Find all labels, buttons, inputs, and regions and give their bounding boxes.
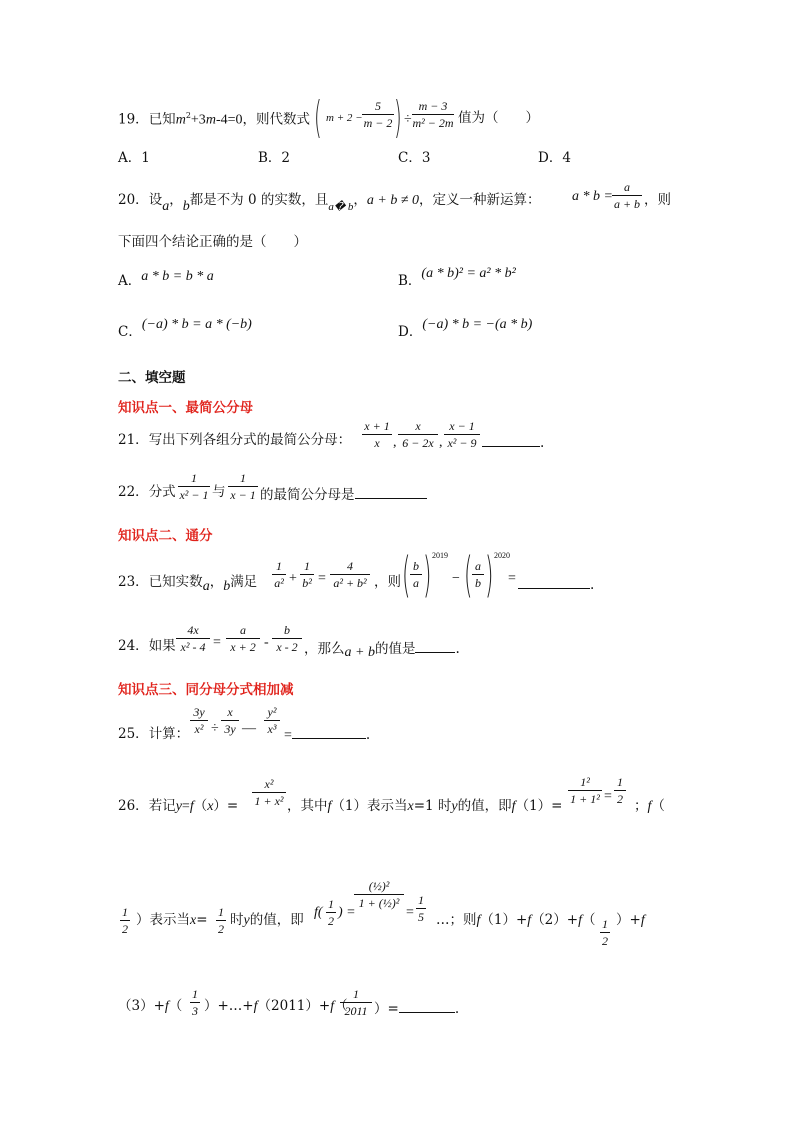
q24-frac-2 <box>226 624 260 653</box>
q25-frac-1 <box>190 706 208 735</box>
q21-sep-2: , <box>439 435 443 450</box>
q22-number: 22． <box>118 484 149 500</box>
q24-blank[interactable] <box>415 640 455 653</box>
q23-number: 23． <box>118 574 149 590</box>
q24-frac-2-num: a <box>240 623 246 637</box>
q19-cond-plus: +3 <box>190 112 206 128</box>
q19-paren-inner: m + 2 − <box>326 112 363 124</box>
q26-ex-result <box>614 776 626 805</box>
q23-answer <box>518 576 594 593</box>
q22-post-text: 的最简公分母是 <box>260 487 355 503</box>
q26-var-f11: f <box>330 999 335 1014</box>
q23-var-b: b <box>223 579 231 594</box>
q23-eq: = <box>318 571 326 586</box>
q19-option-c: C．3 <box>398 150 431 166</box>
q25-end: . <box>365 727 371 743</box>
q26-var-f8: f <box>640 913 645 928</box>
q26-end: . <box>454 1001 460 1017</box>
q20-optd-label: D． <box>398 324 423 340</box>
q26-half-3 <box>600 918 610 947</box>
q19-option-d: D．4 <box>538 150 571 166</box>
q21-frac-2-den: 6 − 2x <box>402 436 434 450</box>
q26-def-num: x² <box>264 777 274 791</box>
q25-div: ÷ <box>211 721 219 736</box>
q23-frac-c <box>330 560 370 589</box>
q26-ex-den: 1 + 1² <box>570 792 600 806</box>
q26-l3b: （ <box>168 998 183 1014</box>
q26-var-x2: x <box>407 799 414 814</box>
q20-op-num: a <box>624 180 630 194</box>
q20-op-den: a + b <box>613 197 641 211</box>
q21-sep-1: , <box>393 435 397 450</box>
q26-fh-num: (½)² <box>368 879 390 893</box>
q22-frac-1 <box>178 472 210 501</box>
q26-big-den: 2011 <box>344 1004 368 1018</box>
q26-line1-mid <box>287 800 562 814</box>
q25-frac-3 <box>264 706 280 735</box>
q26-var-y2: y <box>451 799 458 814</box>
q24-tail <box>304 640 460 660</box>
q20-cond1: a� b <box>328 201 354 213</box>
q26-fh-rp: ) = <box>338 905 356 920</box>
q19-frac2-num: m − 3 <box>418 99 448 113</box>
q26-var-f: f <box>189 799 194 814</box>
q19-right-paren: ) <box>394 92 402 143</box>
q22-line <box>118 486 176 500</box>
q21-frac-1 <box>362 420 392 449</box>
q26-line2-b <box>230 914 304 928</box>
q23-paren2-left: ( <box>464 547 473 603</box>
q25-frac-2-den: 3y <box>224 722 236 736</box>
q26-fh-r-num: 1 <box>418 893 424 907</box>
q25-pre: 计算： <box>148 726 190 742</box>
q19-exp: 2 <box>185 111 191 120</box>
q26-l3d: （2011）+ <box>257 998 331 1014</box>
q24-number: 24． <box>118 638 149 654</box>
q26-t4: ）表示当 <box>136 912 190 928</box>
q23-frac-b-den: b² <box>302 576 312 590</box>
q23-pow1-num: b <box>413 559 419 573</box>
q23-line: 23．已知实数a，b满足 <box>118 574 258 594</box>
q26-var-f3: f <box>511 799 516 814</box>
q26-var-x: x <box>207 799 214 814</box>
q19-frac1-den: m − 2 <box>363 116 393 130</box>
q23-paren1-right: ) <box>423 547 432 603</box>
q25-frac-1-den: x² <box>194 722 204 736</box>
q26-t2c: =1 时 <box>413 798 452 814</box>
q26-half-2-num: 1 <box>218 905 224 919</box>
q20-option-c <box>118 317 252 340</box>
q21-frac-3-den: x² − 9 <box>447 436 477 450</box>
q24-line <box>118 640 176 654</box>
q23-plus: + <box>289 571 297 586</box>
q21-frac-3 <box>444 420 480 449</box>
q26-fh-lhs: f( <box>314 905 323 920</box>
q24-frac-3 <box>272 624 302 653</box>
q26-line3-c <box>374 1000 459 1017</box>
q26-ex-num: 1² <box>580 775 590 789</box>
q23-pow1-den: a <box>413 576 419 590</box>
q20-op-lhs: a * b = <box>572 189 613 204</box>
q26-half-1-num: 1 <box>122 905 128 919</box>
q26-ex-r-den: 2 <box>617 792 623 806</box>
q25-eq: = <box>284 728 292 743</box>
q26-t6b: （1）+ <box>480 912 528 928</box>
q26-line3-a <box>118 1000 182 1014</box>
q26-var-f6: f <box>527 913 532 928</box>
q20-opta-label: A． <box>118 273 142 289</box>
q26-var-f2: f <box>327 799 332 814</box>
q23-minus: − <box>452 571 460 586</box>
q22-frac-2-den: x − 1 <box>230 488 256 502</box>
q20-comma: ， <box>169 192 183 208</box>
q26-fh-den: 1 + (½)² <box>358 896 400 910</box>
q22-frac-1-den: x² − 1 <box>179 488 209 502</box>
q26-rp-eq: ）= <box>213 798 239 814</box>
q26-half-1 <box>120 906 130 935</box>
q26-t2: ，其中 <box>287 798 328 814</box>
q19-div: ÷ <box>404 112 412 127</box>
q23-paren1-left: ( <box>402 547 411 603</box>
q26-third-num: 1 <box>192 987 198 1001</box>
q23-frac-c-num: 4 <box>347 559 353 573</box>
q24-frac-1 <box>176 624 210 653</box>
q26-half-3-num: 1 <box>602 917 608 931</box>
q20-optb-label: B． <box>398 273 422 289</box>
q21-frac-2 <box>398 420 438 449</box>
q20-op-frac <box>612 181 642 210</box>
q24-frac-2-den: x + 2 <box>230 640 256 654</box>
q26-big-frac <box>340 988 372 1017</box>
q24-frac-3-num: b <box>284 623 290 637</box>
q25-frac-2 <box>221 706 239 735</box>
q21-frac-3-num: x − 1 <box>449 419 475 433</box>
q26-lp: （ <box>193 798 208 814</box>
q25-frac-2-num: x <box>227 705 233 719</box>
q20-text1: 设 <box>148 192 163 208</box>
q26-line1-end <box>634 800 665 814</box>
q23-frac-a-den: a² <box>274 576 284 590</box>
q23-then: ，则 <box>374 574 401 590</box>
q20-number: 20． <box>118 192 149 208</box>
q26-var-y: y <box>175 799 182 814</box>
q26-fh-r-den: 5 <box>418 910 424 924</box>
q20-text3: 定义一种新运算： <box>432 192 541 208</box>
q23-exp2: 2020 <box>494 551 510 560</box>
q26-eq3: = <box>196 912 208 928</box>
q22-blank[interactable] <box>355 486 427 499</box>
q26-fh-frac <box>354 880 404 909</box>
q25-frac-3-den: x³ <box>267 722 277 736</box>
q21-frac-1-num: x + 1 <box>364 419 390 433</box>
q19-var-m: m <box>175 112 186 128</box>
q26-l3a: （3）+ <box>118 998 165 1014</box>
q26-line2-c <box>436 914 595 928</box>
q26-t2b: （1）表示当 <box>331 798 408 814</box>
q24-mid: ，那么 <box>304 641 345 657</box>
q19-var-m2: m <box>205 112 216 128</box>
q21-frac-1-den: x <box>374 436 380 450</box>
q20-cond2: a + b ≠ 0 <box>366 193 420 208</box>
q23-frac-a <box>272 560 286 589</box>
q26-var-f4: f <box>647 799 652 814</box>
q26-var-x3: x <box>190 913 197 928</box>
q26-semicolon: ； <box>634 798 648 814</box>
knowledge-point-2-title: 知识点二、通分 <box>118 528 213 544</box>
knowledge-point-1-title: 知识点一、最简公分母 <box>118 400 253 416</box>
q20-optb-expr: (a * b)² = a² * b² <box>421 266 516 281</box>
q20-comma3: ， <box>419 192 433 208</box>
q21-line <box>118 434 351 448</box>
q20-option-d <box>398 317 533 340</box>
q20-opta-expr: a * b = b * a <box>141 269 214 284</box>
q23-mid: 满足 <box>230 574 258 590</box>
q26-line1-lead <box>118 800 238 814</box>
q26-def-frac <box>252 778 286 807</box>
q22-mid: 与 <box>212 484 226 500</box>
q19-left-paren: ( <box>314 92 322 143</box>
q22-frac-2-num: 1 <box>240 471 246 485</box>
q25-dash: — <box>242 721 256 736</box>
q19-frac2 <box>412 100 454 129</box>
q26-half-1-den: 2 <box>122 922 128 936</box>
section-fill-blank-title: 二、填空题 <box>118 370 186 386</box>
q20-text2: 都是不为 0 的实数，且 <box>189 192 329 208</box>
q26-eq1: = <box>181 799 190 814</box>
q23-exp1: 2019 <box>432 551 448 560</box>
q20-line2: 下面四个结论正确的是（ ） <box>118 234 307 250</box>
q26-var-f9: f <box>164 999 169 1014</box>
q26-line2-a <box>136 914 208 928</box>
q26-var-f7: f <box>578 913 582 928</box>
q22-frac-2 <box>228 472 258 501</box>
q26-fh-eq: = <box>406 905 414 920</box>
q21-text: 写出下列各组分式的最简公分母： <box>148 432 352 448</box>
q20-var-a: a <box>162 199 170 214</box>
q23-blank[interactable] <box>518 576 590 589</box>
q23-eq2: = <box>508 571 516 586</box>
q20-optc-label: C． <box>118 324 142 340</box>
q20-var-b: b <box>182 199 190 214</box>
q23-paren2-right: ) <box>485 547 494 603</box>
q23-pow2-frac <box>472 560 484 589</box>
q23-frac-b-num: 1 <box>304 559 310 573</box>
q26-blank[interactable] <box>399 1000 455 1013</box>
q21-end: . <box>540 435 545 451</box>
q26-fh-half <box>326 898 336 927</box>
q26-lp2: （ <box>651 798 665 814</box>
q25-blank[interactable] <box>292 726 366 739</box>
q26-third-den: 3 <box>192 1004 198 1018</box>
q26-number: 26． <box>118 798 149 814</box>
q21-frac-2-num: x <box>415 419 421 433</box>
q24-end: . <box>455 641 460 657</box>
q22-pre: 分式 <box>148 484 176 500</box>
q26-t6: …；则 <box>436 912 477 928</box>
q23-end: . <box>590 577 595 593</box>
q26-t6e: ）+ <box>616 912 641 928</box>
q26-t6c: （2）+ <box>531 912 579 928</box>
q24-expr: a + b <box>344 645 375 660</box>
q26-third-frac <box>190 988 200 1017</box>
q25-frac-3-num: y² <box>267 705 277 719</box>
q23-frac-c-den: a² + b² <box>333 576 367 590</box>
q26-half-3-den: 2 <box>602 934 608 948</box>
q24-eq: = <box>213 635 221 650</box>
q24-frac-3-den: x - 2 <box>276 640 298 654</box>
q26-t2d: 的值，即 <box>457 798 512 814</box>
q24-frac-1-num: 4x <box>187 623 199 637</box>
q20-option-a <box>118 269 214 289</box>
q23-pow2-den: b <box>475 576 481 590</box>
q26-t5: 时 <box>230 912 244 928</box>
q24-pre: 如果 <box>148 638 176 654</box>
q19-text-post: 值为（ ） <box>458 110 539 126</box>
q25-line <box>118 728 189 742</box>
q23-pow2-num: a <box>475 559 481 573</box>
q26-line2-d <box>616 914 645 928</box>
q25-frac-1-num: 3y <box>193 705 205 719</box>
q23-pow1-frac <box>410 560 422 589</box>
q26-line3-b <box>204 1000 348 1014</box>
q26-fh-result <box>416 894 426 923</box>
q26-t2e: （1）= <box>515 798 563 814</box>
q20-text4: ，则 <box>644 192 671 208</box>
q20-comma2: ， <box>353 192 367 208</box>
q20-optd-expr: (−a) * b = −(a * b) <box>422 317 533 332</box>
q26-l3e: （ <box>334 998 348 1014</box>
q23-var-a: a <box>202 579 210 594</box>
q26-fh-half-num: 1 <box>328 897 334 911</box>
q19-frac1 <box>362 100 394 129</box>
q21-number: 21． <box>118 432 149 448</box>
q20-line1 <box>118 192 541 214</box>
q23-frac-a-num: 1 <box>276 559 282 573</box>
q26-var-f10: f <box>253 999 258 1014</box>
q19-option-a: A．1 <box>118 150 150 166</box>
q26-var-y3: y <box>243 913 250 928</box>
q19-text-mid: ，则代数式 <box>242 111 310 128</box>
q26-l3c: ）+…+ <box>204 998 254 1014</box>
q22-frac-1-num: 1 <box>191 471 197 485</box>
q26-half-2-den: 2 <box>218 922 224 936</box>
q26-ex-r-num: 1 <box>617 775 623 789</box>
q19-frac1-num: 5 <box>375 99 381 113</box>
q19-number: 19． <box>118 111 149 128</box>
q19-text-pre: 已知 <box>148 111 176 128</box>
q19-line <box>118 112 310 128</box>
q19-frac2-den: m² − 2m <box>412 116 454 130</box>
q26-var-f5: f <box>476 913 481 928</box>
q25-number: 25． <box>118 726 149 742</box>
q26-half-2 <box>216 906 226 935</box>
q23-frac-b <box>300 560 314 589</box>
q26-l3f: ）= <box>374 1001 399 1017</box>
q22-post <box>260 486 427 503</box>
q23-pre: 已知实数 <box>148 574 203 590</box>
q26-t1: 若记 <box>148 798 176 814</box>
q26-ex-eq: = <box>604 789 612 804</box>
q26-def-den: 1 + x² <box>254 794 284 808</box>
q26-t5b: 的值，即 <box>249 912 304 928</box>
q24-post: 的值是 <box>374 641 416 657</box>
q20-option-b <box>398 266 516 289</box>
q21-blank[interactable] <box>482 434 540 447</box>
q21-answer-line <box>482 434 544 451</box>
q26-ex-frac <box>568 776 602 805</box>
q20-optc-expr: (−a) * b = a * (−b) <box>141 317 252 332</box>
q26-big-num: 1 <box>353 987 359 1001</box>
q19-cond-end: -4=0 <box>215 112 243 128</box>
knowledge-point-3-title: 知识点三、同分母分式相加减 <box>118 682 294 698</box>
q24-minus: - <box>264 635 269 650</box>
q25-answer <box>284 726 370 743</box>
q19-option-b: B．2 <box>258 150 291 166</box>
q26-fh-half-den: 2 <box>328 914 334 928</box>
q24-frac-1-den: x² - 4 <box>180 640 206 654</box>
q26-t6d: （ <box>581 912 596 928</box>
